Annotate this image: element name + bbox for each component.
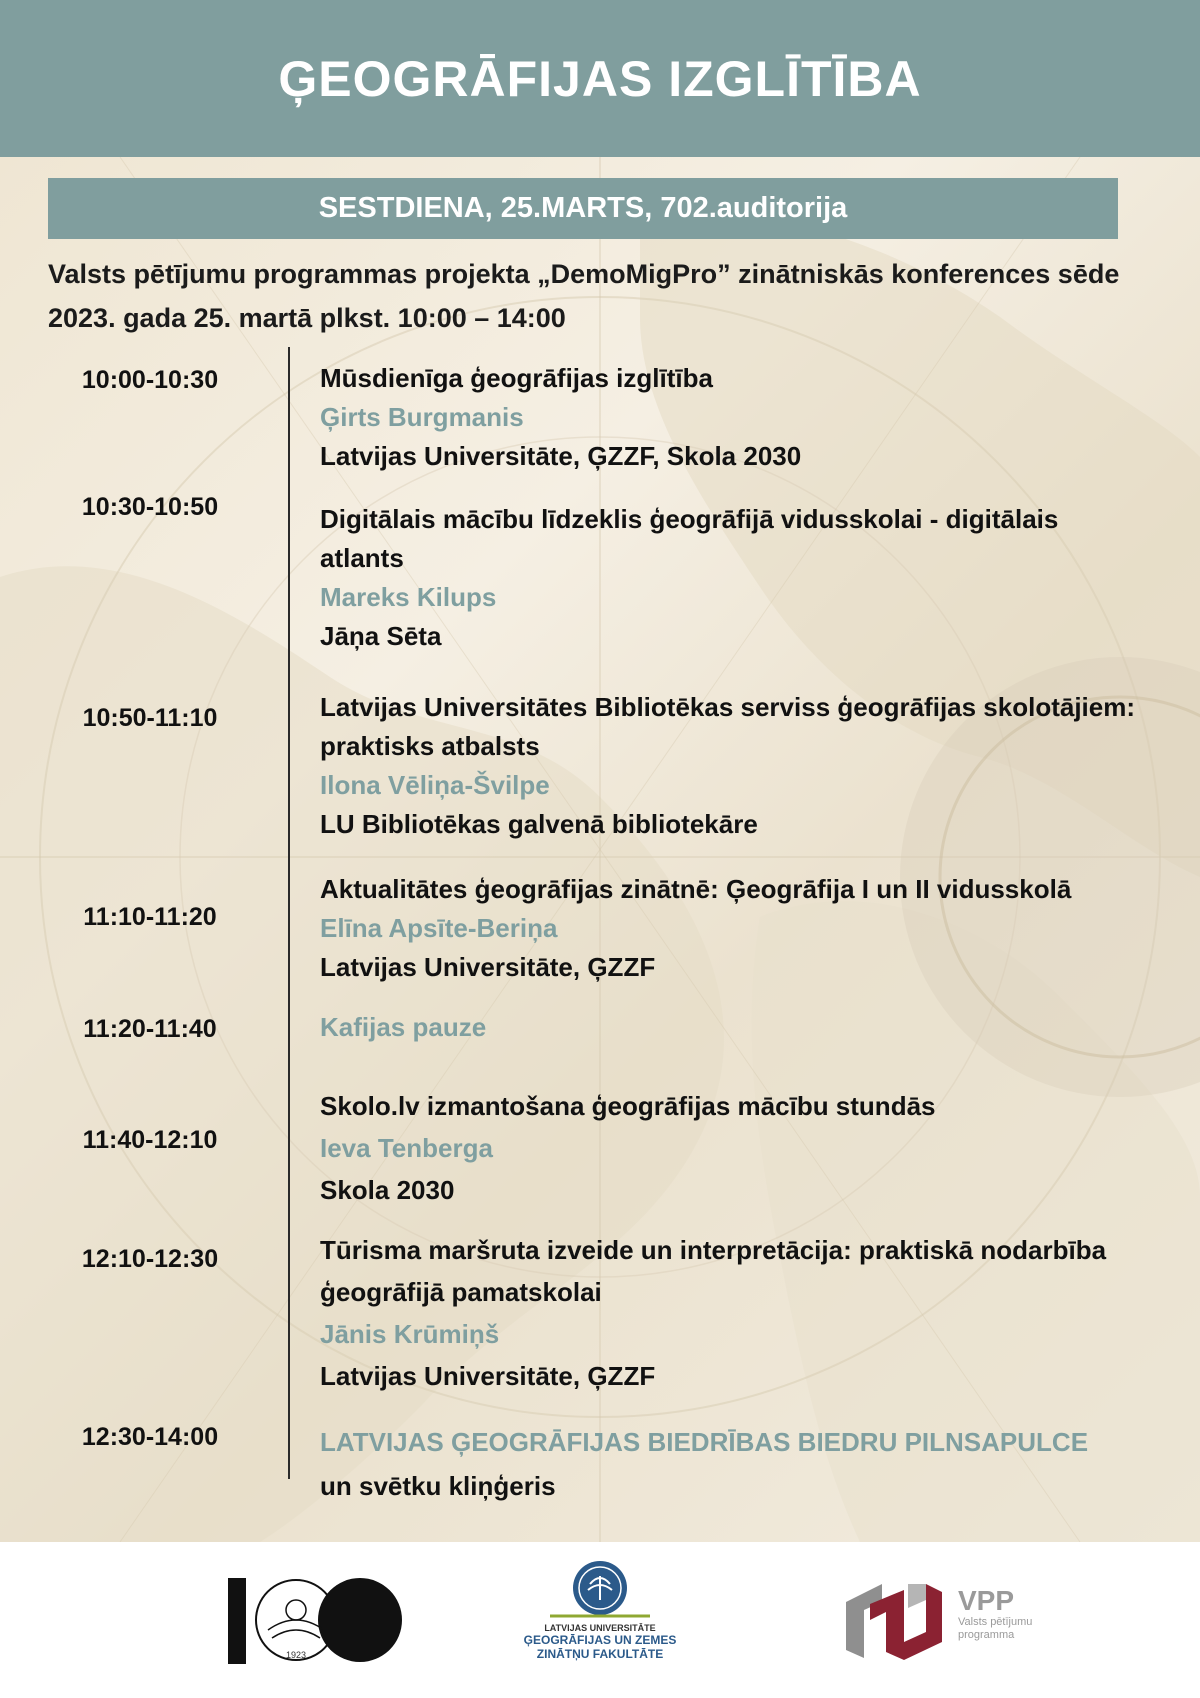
agenda-item-4	[320, 870, 1170, 987]
logo-lu-line2: ĢEOGRĀFIJAS UN ZEMES	[523, 1633, 677, 1647]
vpp-line1: Valsts pētījumu	[958, 1616, 1033, 1628]
day-banner: SESTDIENA, 25.MARTS, 702.auditorija	[48, 178, 1118, 239]
speaker-name: Ģirts Burgmanis	[320, 402, 524, 432]
speaker-name: Mareks Kilups	[320, 582, 497, 612]
agenda-item-6	[320, 1085, 1170, 1211]
speaker-affiliation: Latvijas Universitāte, ĢZZF	[320, 1361, 656, 1391]
intro-line-1: Valsts pētījumu programmas projekta „DemoMigPro” zinātniskās konferences sēde	[48, 259, 1120, 289]
talk-title-line-1: Tūrisma maršruta izveide un interpretācija: praktiskā nodarbība	[320, 1235, 1107, 1265]
agenda-item-2	[320, 500, 1170, 656]
intro-line-2: 2023. gada 25. martā plkst. 10:00 – 14:00	[48, 303, 566, 333]
speaker-name: Jānis Krūmiņš	[320, 1319, 500, 1349]
time-slot-3: 10:50-11:10	[82, 704, 218, 732]
page-title: ĢEOGRĀFIJAS IZGLĪTĪBA	[278, 50, 922, 107]
time-slot-4: 11:10-11:20	[83, 903, 217, 931]
logo-lu-line1: LATVIJAS UNIVERSITĀTE	[544, 1623, 656, 1633]
talk-title: Mūsdienīga ģeogrāfijas izglītība	[320, 363, 713, 393]
logo-lu-line3: ZINĀTŅU FAKULTĀTE	[536, 1647, 664, 1661]
agenda-item-3	[320, 688, 1170, 844]
talk-title-line-2: ģeogrāfijā pamatskolai	[320, 1277, 602, 1307]
time-slot-7: 12:10-12:30	[81, 1245, 219, 1273]
vpp-logo	[842, 1580, 1042, 1662]
time-slot-8: 12:30-14:00	[81, 1423, 219, 1451]
speaker-name: Ilona Vēliņa-Švilpe	[320, 770, 550, 800]
agenda-item-8	[320, 1420, 1170, 1508]
talk-title: Aktualitātes ģeogrāfijas zinātnē: Ģeogrāfija I un II vidusskolā	[320, 874, 1072, 904]
time-slot-2: 10:30-10:50	[81, 493, 219, 521]
talk-title-line-1: Latvijas Universitātes Bibliotēkas serviss ģeogrāfijas skolotājiem:	[320, 692, 1136, 722]
assembly-subtitle: un svētku kliņģeris	[320, 1471, 556, 1501]
agenda-item-5	[320, 1008, 1170, 1047]
speaker-name: Elīna Apsīte-Beriņa	[320, 913, 558, 943]
intro-text	[48, 252, 1168, 340]
logo-year: 1923	[285, 1650, 307, 1660]
footer-logos	[0, 1542, 1200, 1698]
vpp-abbr: VPP	[958, 1585, 1015, 1616]
time-slot-1: 10:00-10:30	[81, 366, 219, 394]
agenda-item-7	[320, 1229, 1170, 1397]
speaker-affiliation: Skola 2030	[320, 1175, 455, 1205]
talk-title-line-2: atlants	[320, 543, 404, 573]
speaker-affiliation: Latvijas Universitāte, ĢZZF	[320, 952, 656, 982]
talk-title-line-1: Digitālais mācību līdzeklis ģeogrāfijā vidusskolai - digitālais	[320, 504, 1059, 534]
timeline-divider	[288, 347, 290, 1479]
page-header	[0, 0, 1200, 157]
speaker-affiliation: Latvijas Universitāte, ĢZZF, Skola 2030	[320, 441, 802, 471]
break-title: Kafijas pauze	[320, 1012, 487, 1042]
speaker-affiliation: Jāņa Sēta	[320, 621, 442, 651]
time-slot-5: 11:20-11:40	[83, 1015, 217, 1043]
agenda-item-1	[320, 359, 1170, 476]
lgb-centenary-logo	[228, 1570, 408, 1670]
vpp-line2: programma	[958, 1629, 1015, 1641]
lu-gzzf-logo	[520, 1558, 680, 1688]
speaker-affiliation: LU Bibliotēkas galvenā bibliotekāre	[320, 809, 758, 839]
talk-title-line-2: praktisks atbalsts	[320, 731, 540, 761]
talk-title: Skolo.lv izmantošana ģeogrāfijas mācību stundās	[320, 1091, 936, 1121]
speaker-name: Ieva Tenberga	[320, 1133, 493, 1163]
time-slot-6: 11:40-12:10	[82, 1126, 218, 1154]
assembly-title: LATVIJAS ĢEOGRĀFIJAS BIEDRĪBAS BIEDRU PILNSAPULCE	[320, 1427, 1089, 1457]
